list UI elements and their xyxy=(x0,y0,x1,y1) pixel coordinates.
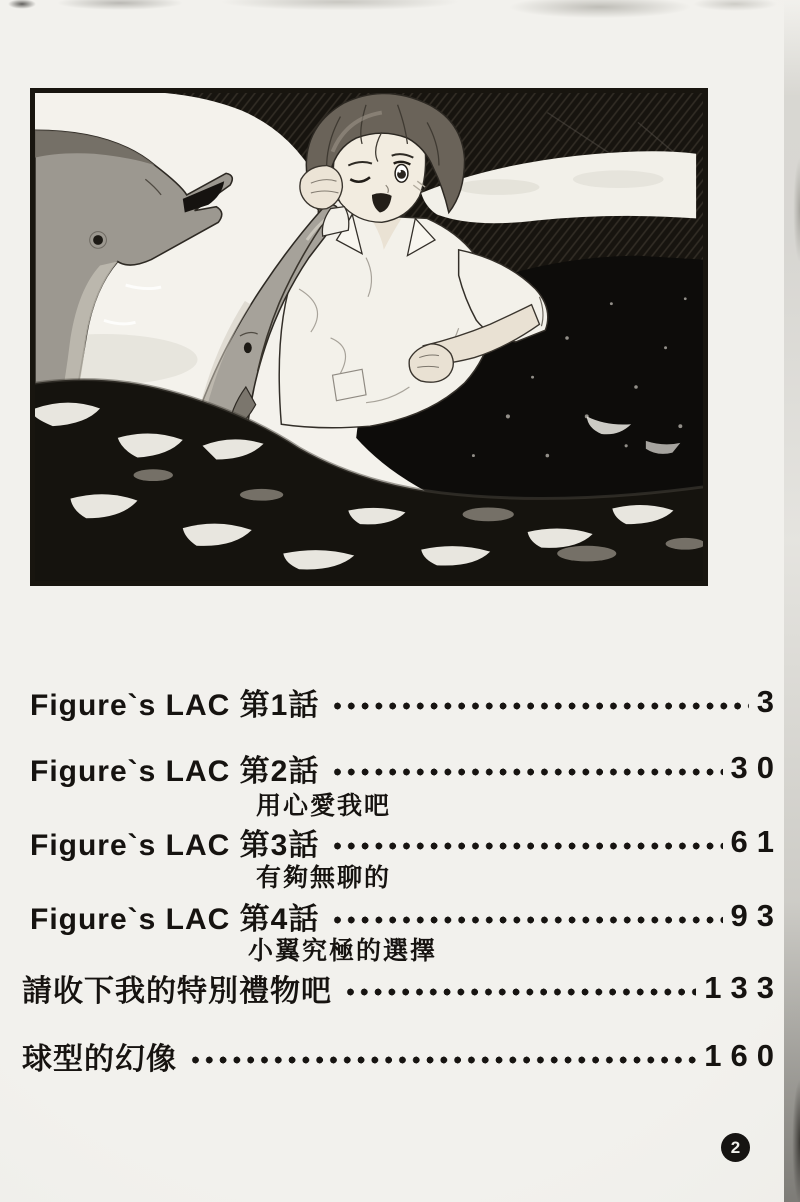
toc-dot-leader xyxy=(344,987,696,997)
toc-dot-leader xyxy=(189,1055,696,1065)
page-number: 2 xyxy=(730,1137,741,1157)
toc-entry xyxy=(22,966,783,1010)
illustration-panel xyxy=(30,88,708,586)
toc-entry-title: Figure`s LAC 第2話 xyxy=(30,755,320,788)
toc-entry-title: 請收下我的特別禮物吧 xyxy=(22,975,332,1008)
toc-entry xyxy=(22,1034,783,1078)
toc-entry-title: Figure`s LAC 第3話 xyxy=(30,829,320,862)
toc-dot-leader xyxy=(331,915,722,925)
scan-shadow-right-edge xyxy=(784,0,800,1202)
toc-dot-leader xyxy=(331,701,748,711)
toc-entry-page: 61 xyxy=(730,824,783,859)
toc-entry-title: Figure`s LAC 第1話 xyxy=(30,689,320,722)
manga-illustration xyxy=(35,93,703,581)
toc-entry xyxy=(22,680,783,724)
toc-entry-page: 160 xyxy=(704,1038,783,1073)
toc-entry-page: 30 xyxy=(730,750,783,785)
dolphin-center-eye xyxy=(244,342,252,353)
toc-entry-title: 球型的幻像 xyxy=(22,1043,177,1076)
toc-entry-subtitle: 小翼究極的選擇 xyxy=(248,937,438,965)
scan-smudge-top xyxy=(0,0,800,32)
toc-dot-leader xyxy=(331,767,722,777)
toc-entry-page: 3 xyxy=(756,684,783,719)
dolphin-left-eye xyxy=(93,235,103,245)
toc-entry-subtitle: 有夠無聊的 xyxy=(256,864,392,892)
toc-dot-leader xyxy=(331,841,722,851)
toc-entry-subtitle: 用心愛我吧 xyxy=(256,792,392,820)
toc-entry xyxy=(22,820,783,864)
toc-entry-page: 93 xyxy=(730,898,783,933)
page-number-badge xyxy=(721,1133,750,1162)
toc-entry xyxy=(22,746,783,790)
toc-entry-title: Figure`s LAC 第4話 xyxy=(30,903,320,936)
toc-entry-page: 133 xyxy=(704,970,783,1005)
